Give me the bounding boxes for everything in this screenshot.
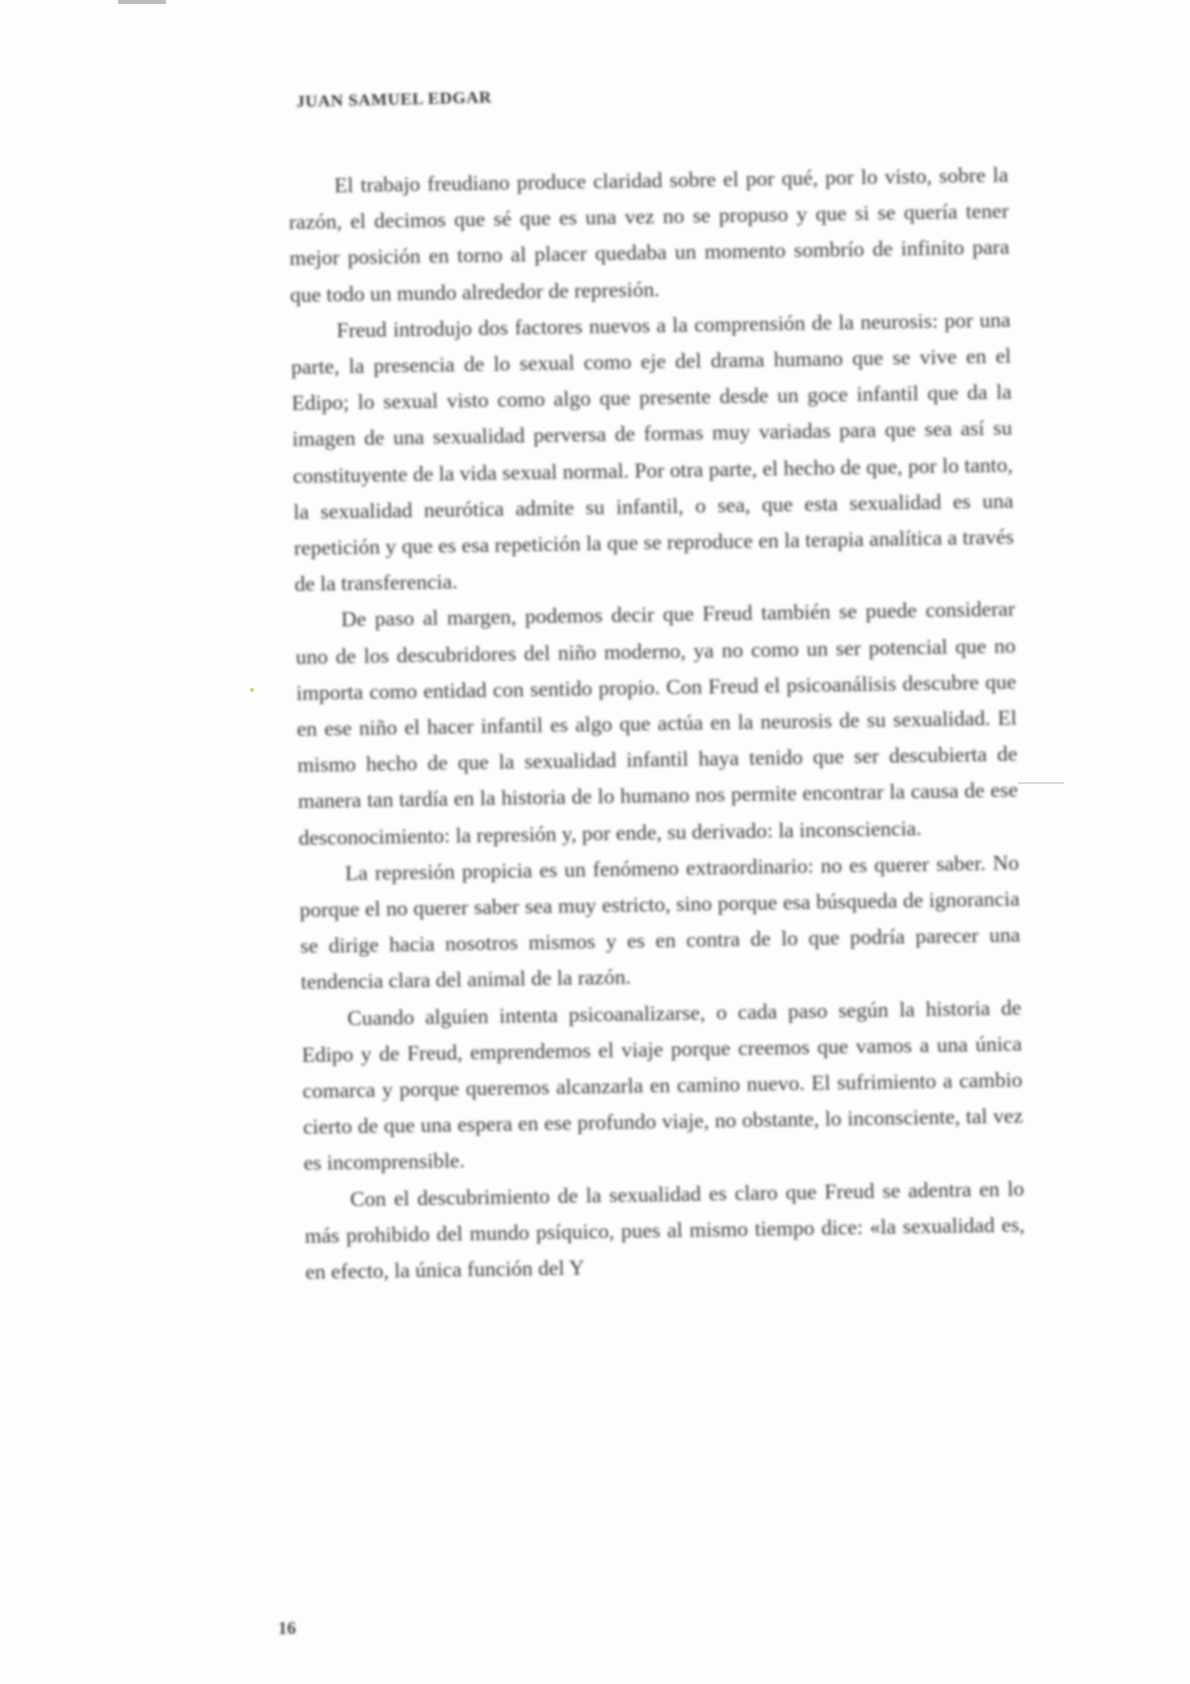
- margin-pencil-mark: [1018, 782, 1064, 784]
- running-header: JUAN SAMUEL EDGAR: [296, 87, 492, 111]
- body-text: [288, 157, 1026, 1290]
- paragraph: La represión propicia es un fenómeno extraordinario: no es querer saber. No porque el no querer saber sea muy estricto, sino porque esa búsqueda de ignorancia se dirige hacia nosotros mismos y es en contra de lo que podría parecer una tendencia clara del animal de la razón.: [299, 850, 1021, 995]
- scan-edge-mark: [118, 0, 166, 4]
- paragraph: De paso al margen, podemos decir que Freud también se puede considerar uno de los descubridores del niño moderno, ya no como un ser potencial que no importa como entidad con sentido propio. Con Freud el psicoanálisis descubre que en ese niño el hacer infantil es algo que actúa en la neurosis de su sexualidad. El mismo hecho de que la sexualidad infantil haya tenido que ser descubierta de manera tan tardía en la historia de lo humano nos permite encontrar la causa de ese desconocimiento: la represión y, por ende, su derivado: la inconsciencia.: [295, 597, 1019, 850]
- paragraph: El trabajo freudiano produce claridad sobre el por qué, por lo visto, sobre la razón, el decimos que sé que es una vez no se propuso y que si se quería tener mejor posición en torno al placer quedaba un momento sombrío de infinito para que todo un mundo alrededor de represión.: [288, 162, 1010, 307]
- paragraph: Con el descubrimiento de la sexualidad es claro que Freud se adentra en lo más prohibido del mundo psíquico, pues al mismo tiempo dice: «la sexualidad es, en efecto, la única función del Y: [304, 1176, 1025, 1284]
- paper-speck: [250, 688, 254, 692]
- page-number: 16: [278, 1618, 296, 1638]
- paragraph: Freud introdujo dos factores nuevos a la comprensión de la neurosis: por una parte, la presencia de lo sexual como eje del drama humano que se vive en el Edipo; lo sexual visto como algo que presente desde un goce infantil que da la imagen de una sexualidad perversa de formas muy variadas para que sea así su constituyente de la vida sexual normal. Por otra parte, el hecho de que, por lo tanto, la sexualidad neurótica admite su infantil, o sea, que esta sexualidad es una repetición y que es esa repetición la que se reproduce en la terapia analítica a través de la transferencia.: [290, 307, 1015, 597]
- paragraph: Cuando alguien intenta psicoanalizarse, o cada paso según la historia de Edipo y de Freud, emprendemos el viaje porque creemos que vamos a una única comarca y porque queremos alcanzarla en camino nuevo. El sufrimiento a cambio cierto de que una espera en ese profundo viaje, no obstante, lo inconsciente, tal vez es incomprensible.: [301, 995, 1024, 1176]
